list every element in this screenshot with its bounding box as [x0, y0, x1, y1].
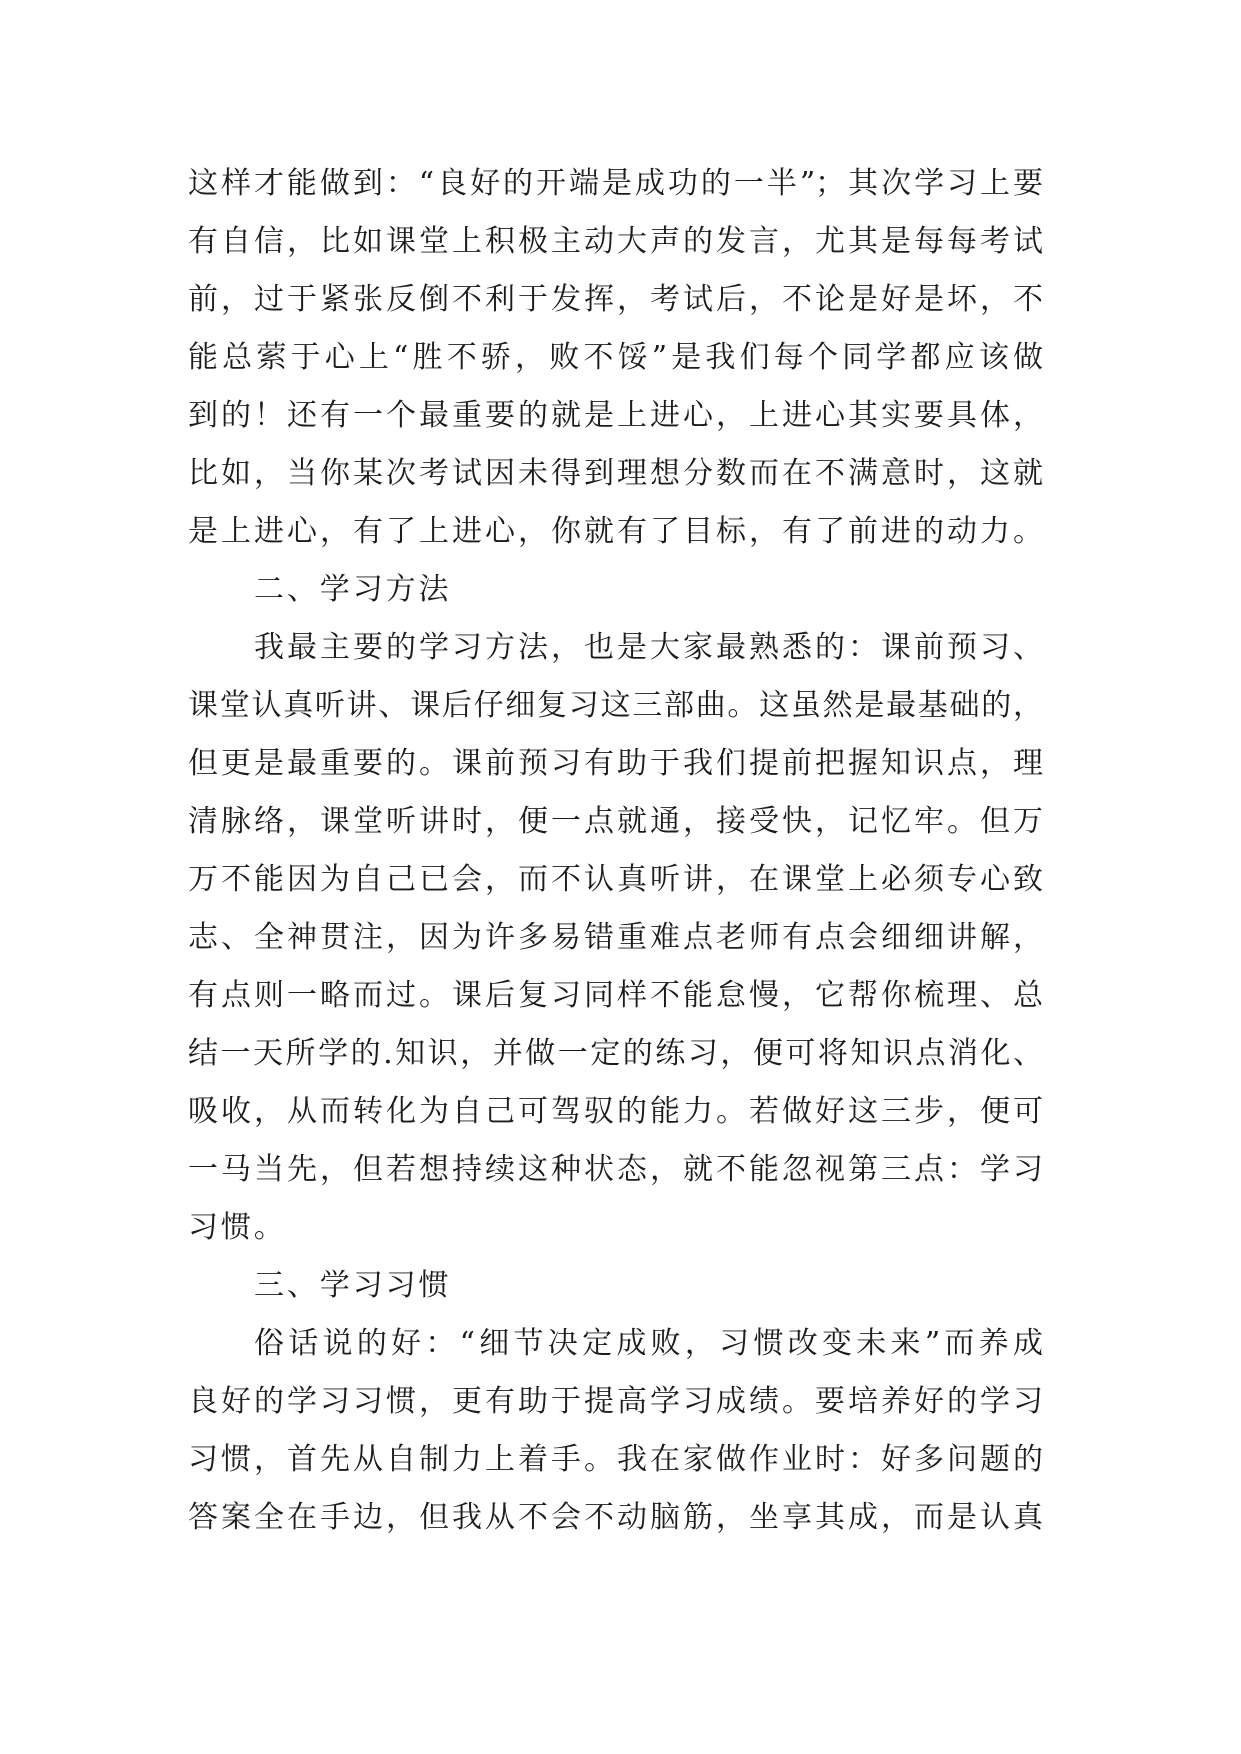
- paragraph-line: 这样才能做到：“良好的开端是成功的一半”；其次学习上要: [188, 166, 1043, 201]
- paragraph-line: 有自信，比如课堂上积极主动大声的发言，尤其是每每考试: [188, 224, 1043, 259]
- paragraph-line: 有点则一略而过。课后复习同样不能怠慢，它帮你梳理、总: [188, 978, 1043, 1013]
- paragraph-line: 良好的学习习惯，更有助于提高学习成绩。要培养好的学习: [188, 1384, 1043, 1419]
- paragraph-line: 课堂认真听讲、课后仔细复习这三部曲。这虽然是最基础的，: [188, 688, 1043, 723]
- paragraph-line: 答案全在手边，但我从不会不动脑筋，坐享其成，而是认真: [188, 1500, 1043, 1535]
- paragraph-line: 习惯。: [188, 1210, 287, 1245]
- paragraph-study-methods: [188, 619, 1043, 1257]
- paragraph-line: 习惯，首先从自制力上着手。我在家做作业时：好多问题的: [188, 1442, 1043, 1477]
- paragraph-line: 俗话说的好：“细节决定成败，习惯改变未来”而养成: [254, 1326, 1043, 1361]
- paragraph-line: 我最主要的学习方法，也是大家最熟悉的：课前预习、: [254, 630, 1043, 665]
- paragraph-line: 结一天所学的.知识，并做一定的练习，便可将知识点消化、: [188, 1036, 1043, 1071]
- document-page: [188, 155, 1043, 1547]
- paragraph-line: 前，过于紧张反倒不利于发挥，考试后，不论是好是坏，不: [188, 282, 1043, 317]
- paragraph-line: 但更是最重要的。课前预习有助于我们提前把握知识点，理: [188, 746, 1043, 781]
- paragraph-continued: [188, 155, 1043, 561]
- section-heading: 三、学习习惯: [254, 1268, 452, 1303]
- paragraph-line: 志、全神贯注，因为许多易错重难点老师有点会细细讲解，: [188, 920, 1043, 955]
- paragraph-line: 万不能因为自己已会，而不认真听讲，在课堂上必须专心致: [188, 862, 1043, 897]
- paragraph-study-habits: [188, 1315, 1043, 1547]
- paragraph-line: 是上进心，有了上进心，你就有了目标，有了前进的动力。: [188, 514, 1043, 549]
- paragraph-line: 比如，当你某次考试因未得到理想分数而在不满意时，这就: [188, 456, 1043, 491]
- paragraph-line: 吸收，从而转化为自己可驾驭的能力。若做好这三步，便可: [188, 1094, 1043, 1129]
- paragraph-line: 到的！还有一个最重要的就是上进心，上进心其实要具体，: [188, 398, 1043, 433]
- section-heading: 二、学习方法: [254, 572, 452, 607]
- paragraph-line: 一马当先，但若想持续这种状态，就不能忽视第三点：学习: [188, 1152, 1043, 1187]
- paragraph-line: 清脉络，课堂听讲时，便一点就通，接受快，记忆牢。但万: [188, 804, 1043, 839]
- paragraph-line: 能总萦于心上“胜不骄，败不馁”是我们每个同学都应该做: [188, 340, 1043, 375]
